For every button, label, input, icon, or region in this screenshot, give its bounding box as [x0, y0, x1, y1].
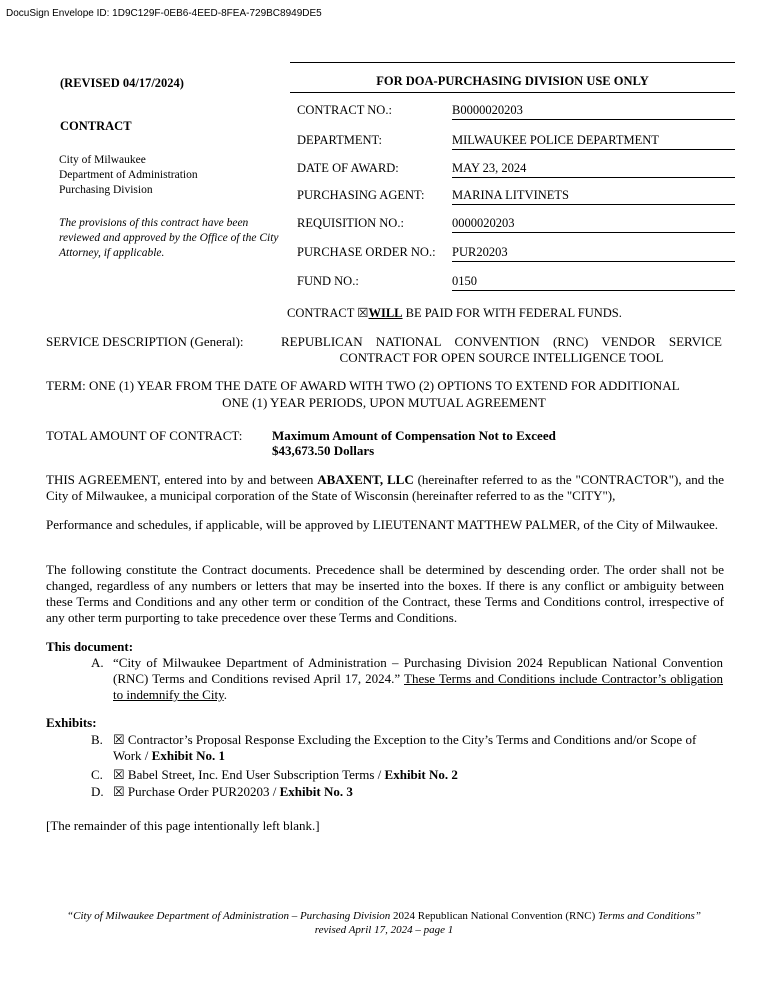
agreement-paragraph	[46, 472, 724, 504]
department-label: DEPARTMENT:	[297, 133, 382, 147]
terms-end: .	[223, 687, 227, 702]
federal-prefix: CONTRACT	[287, 306, 358, 320]
exhibit-item	[113, 767, 458, 783]
requisition-no-value: 0000020203	[452, 216, 735, 233]
docusign-envelope-id: DocuSign Envelope ID: 1D9C129F-0EB6-4EED-8FEA-729BC8949DE5	[6, 8, 322, 19]
this-document-heading: This document:	[46, 639, 134, 654]
purchasing-agent-value: MARINA LITVINETS	[452, 188, 735, 205]
term-line1: TERM: ONE (1) YEAR FROM THE DATE OF AWARD WITH TWO (2) OPTIONS TO EXTEND FOR ADDITIONAL	[46, 378, 680, 393]
page-footer	[40, 909, 728, 937]
fund-no-value: 0150	[452, 274, 735, 291]
term-line2: ONE (1) YEAR PERIODS, UPON MUTUAL AGREEMENT	[222, 395, 546, 410]
issuer-block	[59, 153, 198, 198]
exhibit-number: Exhibit No. 2	[384, 767, 458, 782]
requisition-no-label: REQUISITION NO.:	[297, 216, 404, 230]
service-description-label: SERVICE DESCRIPTION (General):	[46, 334, 244, 349]
item-letter-b: B.	[91, 732, 103, 747]
precedence-paragraph: The following constitute the Contract documents. Precedence shall be determined by descending order. The order shall not be changed, regardless of any numbers or letters that may be inserted into the boxes. If there is any conflict or ambiguity between these Terms and Conditions and any other term or condition of the Contract, these Terms and Conditions control, irrespective of any other term purporting to take precedence over these Terms and Conditions.	[46, 562, 724, 625]
issuer-line: City of Milwaukee	[59, 154, 146, 166]
doa-heading: FOR DOA-PURCHASING DIVISION USE ONLY	[290, 74, 735, 93]
contractor-name: ABAXENT, LLC	[317, 472, 414, 487]
federal-suffix: BE PAID FOR WITH FEDERAL FUNDS.	[402, 306, 622, 320]
remainder-note: [The remainder of this page intentionally left blank.]	[46, 818, 320, 833]
issuer-line: Purchasing Division	[59, 184, 153, 196]
indemnify-clause: These Terms and Conditions include Contractor’s obligation to indemnify the City	[113, 671, 724, 702]
doa-top-rule	[290, 62, 735, 63]
contract-no-label: CONTRACT NO.:	[297, 103, 392, 117]
exhibit-number: Exhibit No. 3	[279, 784, 353, 799]
contract-no-value: B0000020203	[452, 103, 735, 120]
date-of-award-label: DATE OF AWARD:	[297, 161, 399, 175]
revision-date: (REVISED 04/17/2024)	[60, 76, 184, 90]
date-of-award-value: MAY 23, 2024	[452, 161, 735, 178]
service-description-line1: REPUBLICAN NATIONAL CONVENTION (RNC) VENDOR SERVICE	[281, 334, 722, 349]
agreement-pre: THIS AGREEMENT, entered into by and between	[46, 472, 318, 487]
purchasing-agent-label: PURCHASING AGENT:	[297, 188, 425, 202]
performance-paragraph: Performance and schedules, if applicable, will be approved by LIEUTENANT MATTHEW PALMER, of the City of Milwaukee.	[46, 517, 718, 532]
item-letter-d: D.	[91, 784, 104, 799]
footer-line1	[40, 909, 728, 923]
checked-box-icon: ☒	[357, 306, 369, 320]
contract-heading: CONTRACT	[60, 119, 132, 133]
attorney-approval-note: The provisions of this contract have been reviewed and approved by the Office of the City Attorney, if applicable.	[59, 217, 279, 259]
exhibit-text: Contractor’s Proposal Response Excluding the Exception to the City’s Terms and Conditions and/or Scope of Work /	[113, 732, 697, 763]
exhibit-number: Exhibit No. 1	[151, 748, 225, 763]
terms-conditions-item	[113, 655, 723, 703]
item-letter-a: A.	[91, 655, 104, 670]
terms-conditions-text: “City of Milwaukee Department of Administration – Purchasing Division 2024 Republican National Convention (RNC) Terms and Conditions revised April 17, 2024.”	[113, 655, 723, 686]
purchase-order-label: PURCHASE ORDER NO.:	[297, 245, 436, 259]
fund-no-label: FUND NO.:	[297, 274, 359, 288]
checked-box-icon: ☒	[113, 784, 125, 799]
total-amount-label: TOTAL AMOUNT OF CONTRACT:	[46, 428, 243, 443]
purchase-order-value: PUR20203	[452, 245, 735, 262]
total-amount-value: $43,673.50 Dollars	[272, 443, 375, 458]
footer-italic-a: “City of Milwaukee Department of Administration – Purchasing Division	[67, 910, 391, 922]
checked-box-icon: ☒	[113, 732, 125, 747]
total-amount-line1: Maximum Amount of Compensation Not to Exceed	[272, 428, 556, 443]
service-description-line2: CONTRACT FOR OPEN SOURCE INTELLIGENCE TOOL	[339, 350, 664, 365]
federal-will: WILL	[368, 306, 403, 320]
department-value: MILWAUKEE POLICE DEPARTMENT	[452, 133, 735, 150]
issuer-line: Department of Administration	[59, 169, 198, 181]
federal-funds-statement	[287, 305, 622, 321]
exhibit-text: Purchase Order PUR20203 /	[124, 784, 280, 799]
agreement-post: (hereinafter referred to as the "CONTRACTOR"), and the City of Milwaukee, a municipal corporation of the State of Wisconsin (hereinafter referred to as the "CITY"),	[46, 472, 724, 503]
item-letter-c: C.	[91, 767, 103, 782]
footer-normal: 2024 Republican National Convention (RNC)	[390, 910, 599, 922]
exhibit-text: Babel Street, Inc. End User Subscription Terms /	[124, 767, 385, 782]
exhibit-item	[113, 784, 353, 800]
exhibit-item	[113, 732, 725, 764]
exhibits-heading: Exhibits:	[46, 715, 97, 730]
footer-italic-b: Terms and Conditions”	[598, 910, 701, 922]
footer-line2: revised April 17, 2024 – page 1	[314, 924, 454, 936]
checked-box-icon: ☒	[113, 767, 125, 782]
